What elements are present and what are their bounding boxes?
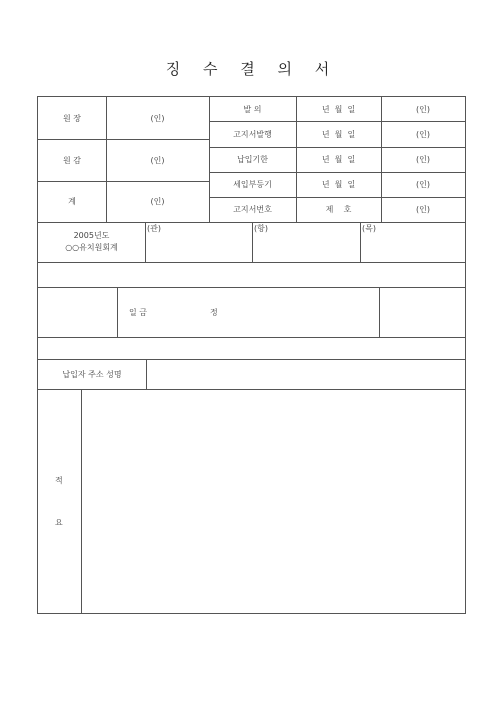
remarks-field[interactable] — [82, 390, 465, 613]
info-seal-notice-number: (인) — [416, 205, 430, 214]
info-label-notice-issue: 고지서발행 — [233, 129, 272, 139]
info-seal-due-date: (인) — [416, 155, 430, 164]
info-label-notice-number: 고지서번호 — [233, 205, 272, 214]
info-date-due-date: 년 월 일 — [321, 155, 356, 164]
approval-seal-clerk: (인) — [150, 197, 165, 206]
info-label-due-date: 납입기한 — [237, 155, 268, 164]
payer-label: 납입자 주소 성명 — [62, 369, 122, 379]
approval-seal-vice: (인) — [150, 155, 165, 165]
line — [117, 287, 118, 337]
info-date-notice-issue: 년 월 일 — [321, 129, 356, 139]
account-name — [38, 222, 145, 262]
approval-role-principal: 원 장 — [63, 113, 81, 123]
account-hang-label: (항) — [254, 224, 268, 233]
amount-unit: 정 — [210, 308, 218, 317]
amount-label: 일 금 — [129, 308, 147, 317]
line — [360, 222, 361, 262]
info-seal-revenue-entry: (인) — [416, 180, 430, 189]
approval-seal-principal: (인) — [150, 113, 165, 123]
info-label-proposal: 발 의 — [243, 104, 262, 114]
line — [379, 287, 380, 337]
approval-role-clerk: 계 — [68, 197, 76, 206]
info-seal-proposal: (인) — [416, 104, 430, 114]
info-date-proposal: 년 월 일 — [321, 104, 356, 114]
info-date-revenue-entry: 년 월 일 — [321, 180, 356, 189]
remarks-char-2: 요 — [55, 518, 63, 527]
info-label-revenue-entry: 세입부등기 — [233, 180, 272, 189]
approval-role-vice: 원 감 — [63, 155, 81, 165]
info-value-notice-number: 제 호 — [325, 205, 352, 214]
account-year: 2005년도 — [73, 231, 110, 240]
account-gwan-label: (관) — [147, 224, 161, 233]
info-seal-notice-issue: (인) — [416, 129, 430, 139]
line — [38, 262, 465, 263]
account-fund-name: ○○유치원회계 — [65, 243, 118, 252]
form-frame — [37, 96, 466, 614]
line — [38, 337, 465, 338]
account-mok-label: (목) — [362, 224, 376, 233]
line — [145, 222, 146, 262]
line — [38, 287, 465, 288]
line — [252, 222, 253, 262]
payer-field[interactable] — [147, 360, 465, 389]
document-title: 징 수 결 의 서 — [165, 60, 339, 78]
remarks-char-1: 적 — [55, 476, 63, 485]
